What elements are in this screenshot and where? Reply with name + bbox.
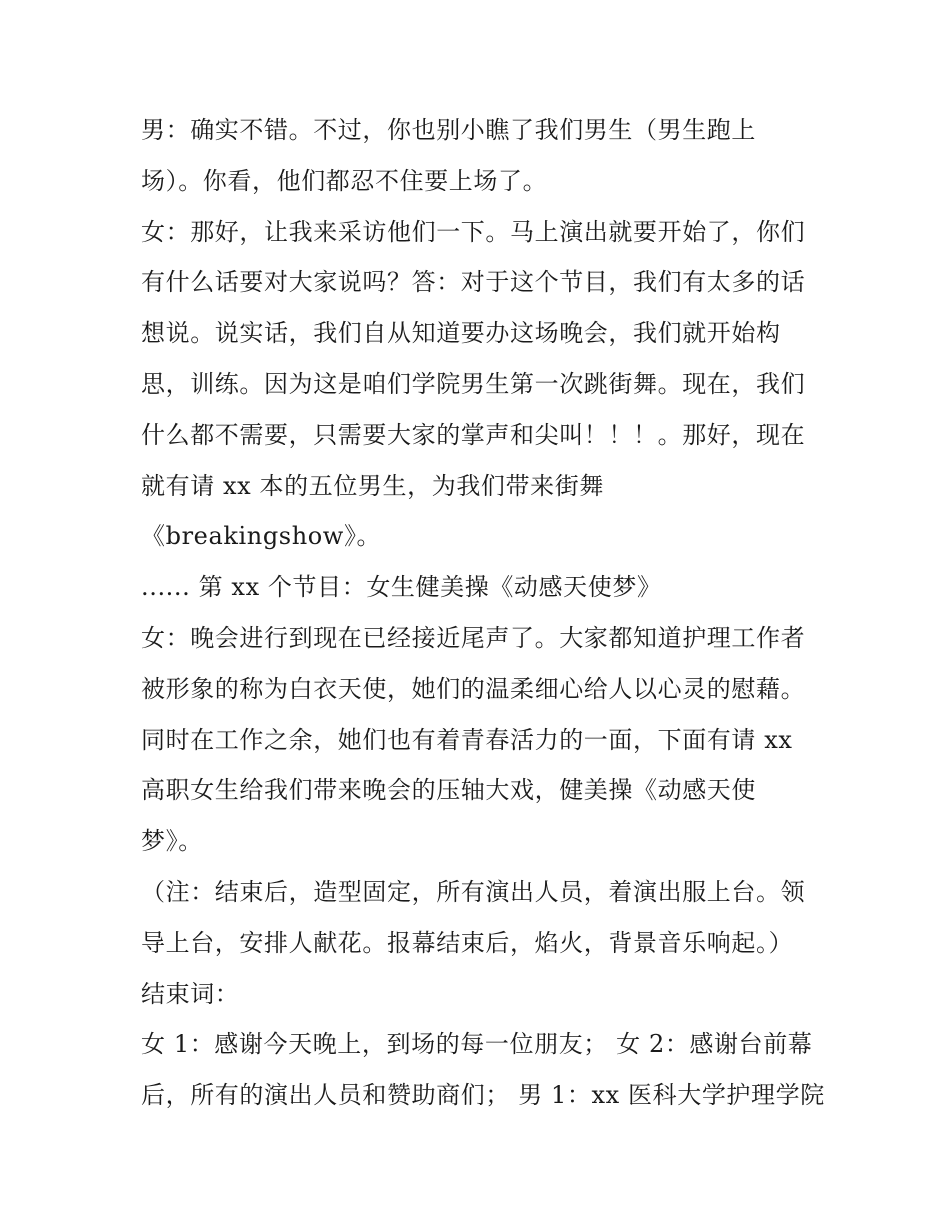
text-line: 场）。你看，他们都忍不住要上场了。 [141,166,548,195]
text-line: 被形象的称为白衣天使，她们的温柔细心给人以心灵的慰藉。 [141,674,806,703]
stage-note: 导上台，安排人献花。报幕结束后，焰火，背景音乐响起。） [141,928,794,957]
text-line: 什么都不需要，只需要大家的掌声和尖叫！！！。那好，现在 [141,420,806,449]
stage-note: （注：结束后，造型固定，所有演出人员，着演出服上台。领 [141,877,806,906]
document-body [141,105,825,1121]
text-line: 同时在工作之余，她们也有着青春活力的一面，下面有请 xx [141,725,793,754]
text-line: 女 1：感谢今天晚上，到场的每一位朋友； 女 2：感谢台前幕 [141,1030,813,1059]
text-line: 想说。说实话，我们自从知道要办这场晚会，我们就开始构 [141,319,781,348]
text-line: 《breakingshow》。 [141,522,382,551]
text-line: 高职女生给我们带来晚会的压轴大戏，健美操《动感天使 [141,776,756,805]
text-line: 后，所有的演出人员和赞助商们； 男 1：xx 医科大学护理学院 [141,1081,825,1110]
text-line: 梦》。 [141,827,203,856]
section-heading: 结束词： [141,979,240,1008]
section-heading: ...... 第 xx 个节目：女生健美操《动感天使梦》 [141,573,662,602]
text-line: 思，训练。因为这是咱们学院男生第一次跳街舞。现在，我们 [141,369,806,398]
text-line: 就有请 xx 本的五位男生，为我们带来街舞 [141,471,604,500]
text-line: 女：那好，让我来采访他们一下。马上演出就要开始了，你们 [141,217,806,246]
text-line: 男：确实不错。不过，你也别小瞧了我们男生（男生跑上 [141,116,756,144]
text-line: 女：晚会进行到现在已经接近尾声了。大家都知道护理工作者 [141,623,806,652]
text-line: 有什么话要对大家说吗？答：对于这个节目，我们有太多的话 [141,268,806,297]
